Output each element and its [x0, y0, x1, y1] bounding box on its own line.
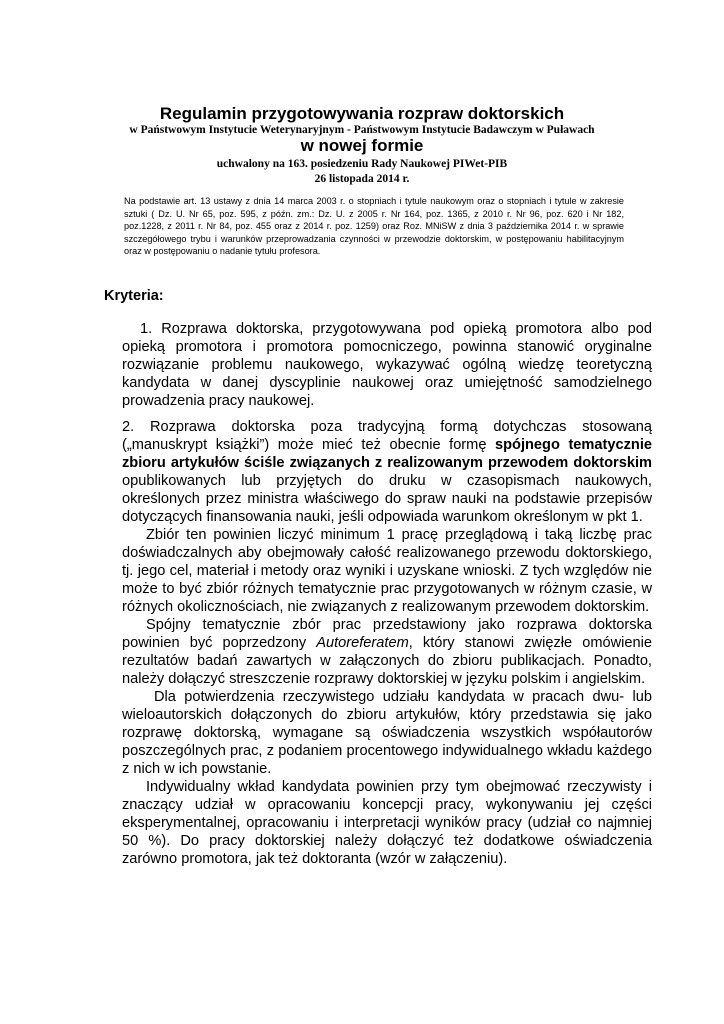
- document-title-continued: w nowej formie: [300, 136, 424, 155]
- approval-line: uchwalony na 163. posiedzeniu Rady Naukowej PIWet-PIB: [216, 158, 508, 170]
- paragraph-text: opublikowanych lub przyjętych do druku w czasopismach naukowych, określonych przez ministra właściwego do spraw nauki na podstawie przepisów dotyczących finansowania nauki, jeśli odpowiada warunkom określonym w pkt 1.: [122, 473, 652, 525]
- approval-info: [0, 157, 724, 187]
- criteria-heading: Kryteria:: [104, 288, 164, 304]
- paragraph-text: Spójny tematycznie zbór prac przedstawiony jako rozprawa doktorska powinien być poprzedzony: [122, 617, 652, 651]
- paragraph-text: Indywidualny wkład kandydata powinien przy tym obejmować rzeczywisty i znaczący udział w opracowaniu koncepcji pracy, wykonywaniu jej części eksperymentalnej, opracowaniu i interpretacji wyników pracy (udział co najmniej 50 %). Do pracy doktorskiej należy dołączyć też dodatkowe oświadczenia zarówno promotora, jak też doktoranta (wzór w załączeniu).: [122, 779, 652, 867]
- emphasis-text: spójnego tematycznie zbioru artykułów ściśle związanych z realizowanym przewodem doktorskim: [122, 437, 652, 471]
- paragraph-text: 2. Rozprawa doktorska poza tradycyjną formą dotychczas stosowaną („manuskrypt książki”) może mieć też obecnie formę: [122, 419, 652, 453]
- approval-date: 26 listopada 2014 r.: [314, 173, 410, 185]
- paragraph-text: Dla potwierdzenia rzeczywistego udziału kandydata w pracach dwu- lub wieloautorskich dołączonych do zbioru artykułów, który przedstawia się jako rozprawę doktorską, wymagane są oświadczenia wszystkich współautorów poszczególnych prac, z podaniem procentowego indywidualnego wkładu każdego z nich w ich powstanie.: [122, 689, 652, 777]
- legal-basis: Na podstawie art. 13 ustawy z dnia 14 marca 2003 r. o stopniach i tytule naukowym oraz o stopniach i tytule w zakresie sztuki ( Dz. U. Nr 65, poz. 595, z późn. zm.: Dz. U. z 2005 r. Nr 164, poz. 1365, z 2010 r. Nr 96, poz. 620 i Nr 182, poz.1228, z 2011 r. Nr 84, poz. 455 oraz z 2014 r. poz. 1259) oraz Roz. MNiSW z dnia 3 października 2014 r. w sprawie szczegółowego trybu i warunków przeprowadzania czynności w przewodzie doktorskim, w postępowaniu habilitacyjnym oraz w postępowaniu o nadanie tytułu profesora.: [124, 196, 624, 257]
- institute-subtitle: w Państwowym Instytucie Weterynaryjnym - Państwowym Instytucie Badawczym w Puławach: [129, 124, 595, 136]
- document-title: Regulamin przygotowywania rozpraw doktorskich: [159, 104, 565, 123]
- criteria-paragraph-2: [122, 418, 652, 868]
- paragraph-text: 1. Rozprawa doktorska, przygotowywana pod opieką promotora albo pod opieką promotora i promotora pomocniczego, powinna stanowić oryginalne rozwiązanie problemu naukowego, wykazywać ogólną wiedzę teoretyczną kandydata w danej dyscyplinie naukowej oraz umiejętność samodzielnego prowadzenia pracy naukowej.: [122, 321, 652, 409]
- emphasis-text: Autoreferatem: [316, 635, 409, 651]
- paragraph-text: , który stanowi zwięzłe omówienie rezultatów badań zawartych w załączonych do zbioru publikacjach. Ponadto, należy dołączyć streszczenie rozprawy doktorskiej w języku polskim i angielskim.: [122, 635, 652, 687]
- criteria-paragraph-1: [122, 320, 652, 410]
- paragraph-text: Zbiór ten powinien liczyć minimum 1 pracę przeglądową i taką liczbę prac doświadczalnych aby obejmowały całość realizowanego przewodu doktorskiego, tj. jego cel, materiał i metody oraz wyniki i uzyskane wnioski. Z tych względów nie może to być zbiór różnych tematycznie prac przygotowanych w różnym czasie, w różnych okolicznościach, nie związanych z realizowanym przewodem doktorskim.: [122, 527, 652, 615]
